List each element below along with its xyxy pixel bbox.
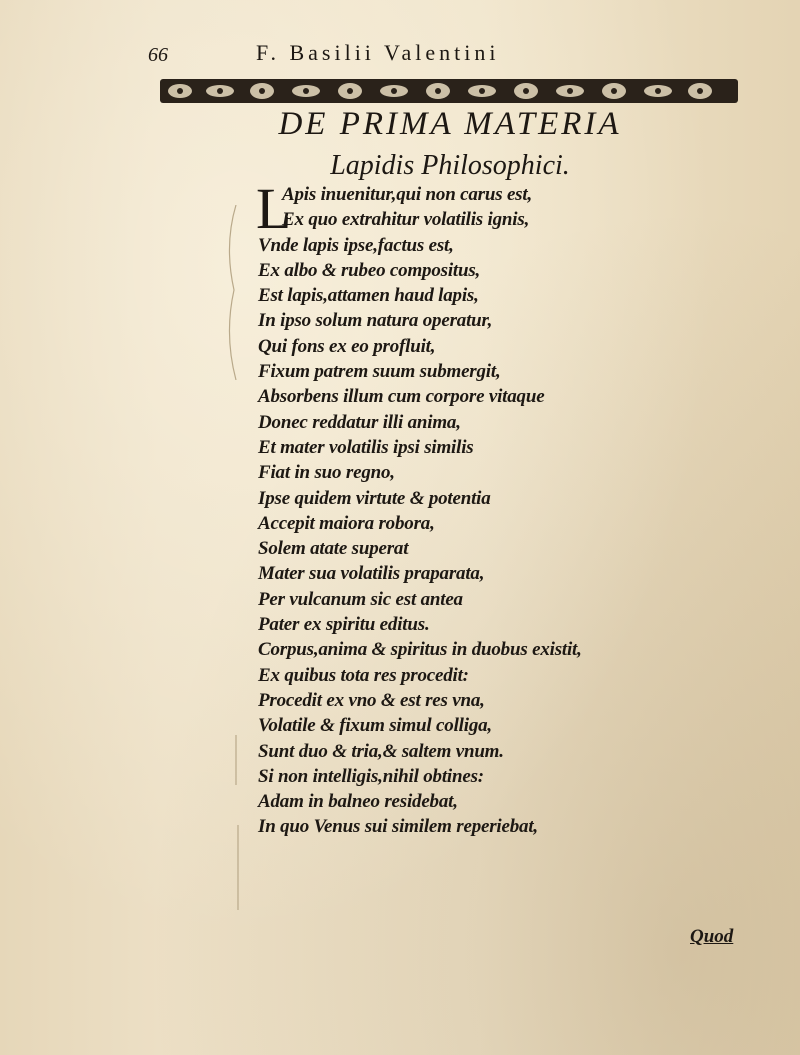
verse-line: Corpus,anima & spiritus in duobus existit, xyxy=(258,639,582,661)
verse-line: Pater ex spiritu editus. xyxy=(258,614,430,636)
verse-line: Adam in balneo residebat, xyxy=(258,791,458,813)
verse-line: Ex albo & rubeo compositus, xyxy=(258,259,481,281)
verse-line: In quo Venus sui similem reperiebat, xyxy=(258,816,538,838)
verse-line: Ex quo extrahitur volatilis ignis, xyxy=(282,209,530,231)
verse-line: Mater sua volatilis praparata, xyxy=(258,563,485,585)
verse-line: Fiat in suo regno, xyxy=(258,462,395,484)
section-subtitle: Lapidis Philosophici. xyxy=(330,150,570,181)
verse-line: Et mater volatilis ipsi similis xyxy=(258,436,474,458)
verse-line: Fixum patrem suum submergit, xyxy=(258,361,501,383)
catchword: Quod xyxy=(690,926,734,947)
verse-line: Accepit maiora robora, xyxy=(258,512,435,534)
verse-line: Volatile & fixum simul colliga, xyxy=(258,715,492,737)
running-head: F. Basilii Valentini xyxy=(256,40,500,65)
verse-line: In ipso solum natura operatur, xyxy=(258,310,493,332)
verse-line: Procedit ex vno & est res vna, xyxy=(258,689,485,711)
margin-bracket xyxy=(222,205,242,380)
verse-line: Absorbens illum cum corpore vitaque xyxy=(258,386,545,408)
verse-line: Ex quibus tota res procedit: xyxy=(258,664,469,686)
verse-line: Qui fons ex eo profluit, xyxy=(258,335,436,357)
ornament-band xyxy=(160,76,738,106)
verse-line: Apis inuenitur,qui non carus est, xyxy=(282,184,533,205)
verse-line: Est lapis,attamen haud lapis, xyxy=(258,285,479,307)
verse-line: Solem atate superat xyxy=(258,538,409,560)
margin-bracket xyxy=(226,735,246,910)
poem-verses xyxy=(256,176,582,840)
verse-line: Per vulcanum sic est antea xyxy=(258,588,463,610)
page-number: 66 xyxy=(148,44,168,66)
verse-line: Si non intelligis,nihil obtines: xyxy=(258,765,484,787)
drop-cap: L xyxy=(256,176,292,241)
section-title: DE PRIMA MATERIA xyxy=(278,106,622,142)
verse-line: Donec reddatur illi anima, xyxy=(258,411,461,433)
verse-line: Vnde lapis ipse,factus est, xyxy=(258,234,454,256)
verse-line: Sunt duo & tria,& saltem vnum. xyxy=(258,740,504,762)
verse-line: Ipse quidem virtute & potentia xyxy=(258,487,491,509)
